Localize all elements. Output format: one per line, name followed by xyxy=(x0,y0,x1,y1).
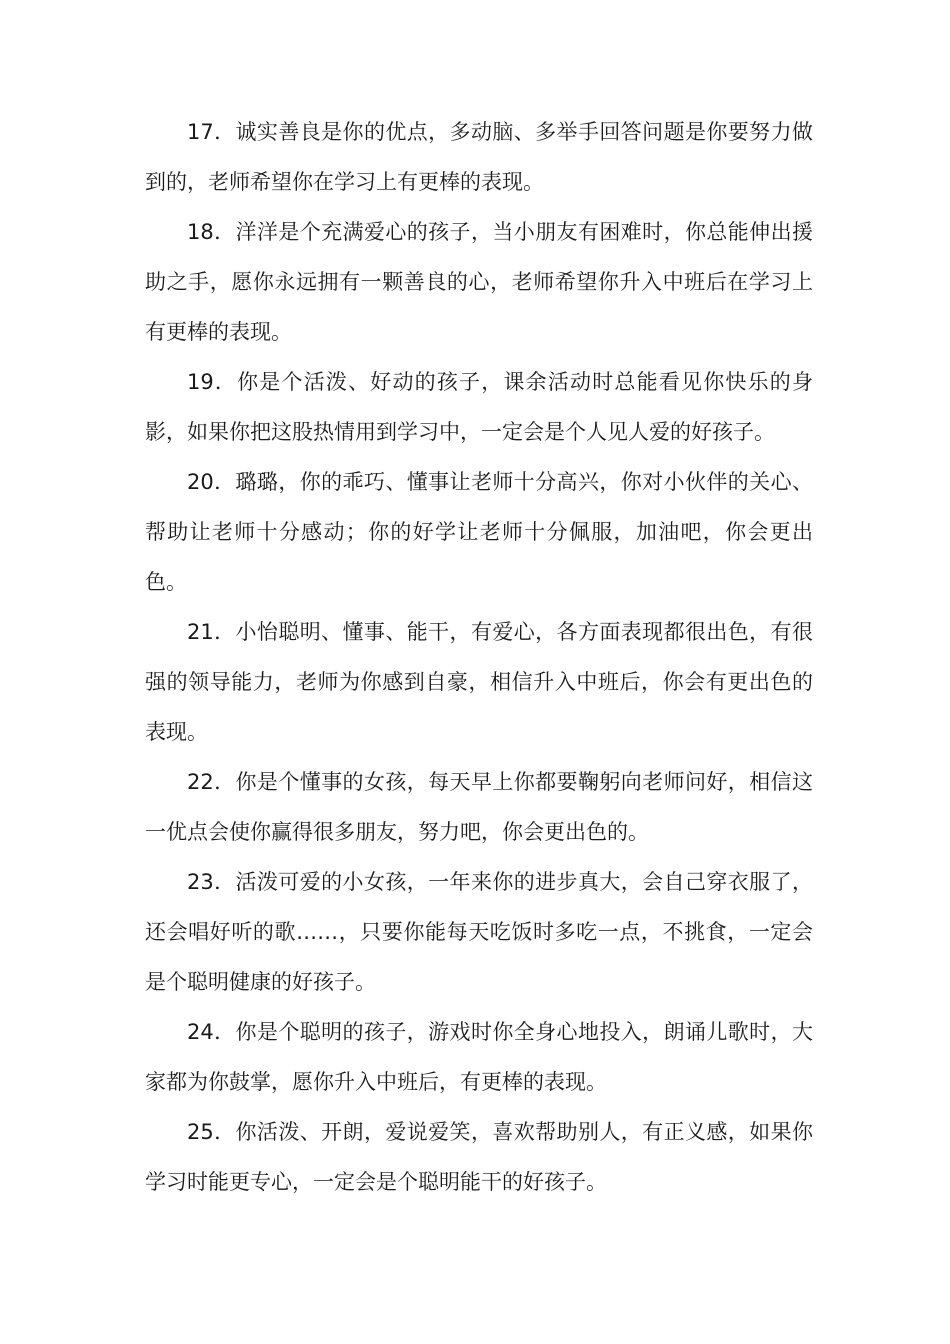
paragraph-23: 23．活泼可爱的小女孩，一年来你的进步真大，会自己穿衣服了，还会唱好听的歌……，只要你能每天吃饭时多吃一点，不挑食，一定会是个聪明健康的好孩子。 xyxy=(145,870,813,994)
paragraph-19: 19．你是个活泼、好动的孩子，课余活动时总能看见你快乐的身影，如果你把这股热情用到学习中，一定会是个人见人爱的好孩子。 xyxy=(145,370,813,444)
paragraph-24: 24．你是个聪明的孩子，游戏时你全身心地投入，朗诵儿歌时，大家都为你鼓掌，愿你升入中班后，有更棒的表现。 xyxy=(145,1020,813,1094)
paragraph-18: 18．洋洋是个充满爱心的孩子，当小朋友有困难时，你总能伸出援助之手，愿你永远拥有一颗善良的心，老师希望你升入中班后在学习上有更棒的表现。 xyxy=(145,220,813,344)
paragraph-17: 17．诚实善良是你的优点，多动脑、多举手回答问题是你要努力做到的，老师希望你在学习上有更棒的表现。 xyxy=(145,120,813,194)
paragraph-20: 20．璐璐，你的乖巧、懂事让老师十分高兴，你对小伙伴的关心、帮助让老师十分感动；你的好学让老师十分佩服，加油吧，你会更出色。 xyxy=(145,470,813,594)
paragraph-25: 25．你活泼、开朗，爱说爱笑，喜欢帮助别人，有正义感，如果你学习时能更专心，一定会是个聪明能干的好孩子。 xyxy=(145,1120,813,1194)
paragraph-22: 22．你是个懂事的女孩，每天早上你都要鞠躬向老师问好，相信这一优点会使你赢得很多朋友，努力吧，你会更出色的。 xyxy=(145,770,813,844)
document-body xyxy=(145,107,813,1207)
paragraph-21: 21．小怡聪明、懂事、能干，有爱心，各方面表现都很出色，有很强的领导能力，老师为你感到自豪，相信升入中班后，你会有更出色的表现。 xyxy=(145,620,813,744)
